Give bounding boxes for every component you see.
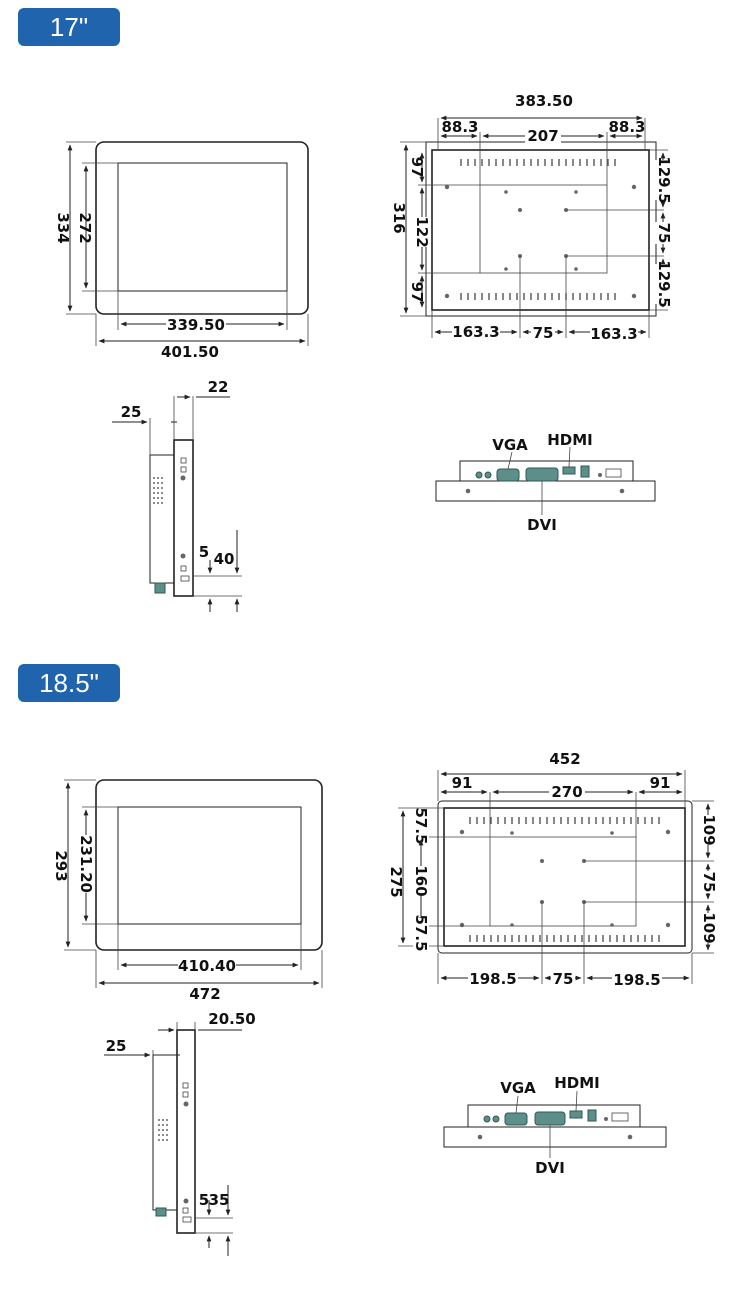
side-rear-housing bbox=[150, 455, 174, 583]
ports-view-17 bbox=[436, 431, 655, 534]
rear-right-margin-label: 91 bbox=[649, 774, 671, 792]
side-view-17 bbox=[112, 378, 242, 612]
rear-height-label: 275 bbox=[387, 866, 405, 898]
side-small-b-label: 40 bbox=[213, 550, 235, 568]
screen-width-label: 410.40 bbox=[178, 957, 236, 975]
rear-bottom-left-offset-label: 198.5 bbox=[469, 970, 517, 988]
hdmi-label: HDMI bbox=[554, 1074, 600, 1092]
side-small-a-label: 5 bbox=[198, 543, 210, 561]
front-height-label: 293 bbox=[52, 850, 70, 882]
rear-middle-right-label: 75 bbox=[700, 871, 718, 893]
vga-label: VGA bbox=[500, 1079, 536, 1097]
side-panel-depth-label: 22 bbox=[207, 378, 229, 396]
rear-top-right-label: 109 bbox=[700, 814, 718, 846]
rear-bottom-right-offset-label: 163.3 bbox=[590, 325, 638, 343]
screen-width-label: 339.50 bbox=[167, 316, 225, 334]
rear-middle-right-label: 75 bbox=[655, 222, 673, 244]
rear-bottom-right-label: 109 bbox=[700, 912, 718, 944]
rear-middle-left-label: 160 bbox=[412, 865, 430, 897]
side-panel-depth-label: 20.50 bbox=[208, 1010, 256, 1028]
dvi-port bbox=[535, 1112, 565, 1125]
rear-view-17 bbox=[390, 92, 673, 343]
side-small-a-label: 5 bbox=[198, 1191, 210, 1209]
front-width-label: 401.50 bbox=[161, 343, 219, 361]
side-rear-housing bbox=[153, 1055, 177, 1210]
vga-label: VGA bbox=[492, 436, 528, 454]
rear-bottom-right-offset-label: 198.5 bbox=[613, 971, 661, 989]
vga-port bbox=[497, 469, 519, 481]
side-depth-label: 25 bbox=[105, 1037, 127, 1055]
screen-height-label: 272 bbox=[76, 212, 94, 244]
side-depth-label: 25 bbox=[120, 403, 142, 421]
rear-center-width-label: 207 bbox=[527, 127, 559, 145]
rear-bottom-left-label: 57.5 bbox=[412, 914, 430, 952]
dvi-label: DVI bbox=[535, 1159, 565, 1177]
front-view-18-5 bbox=[52, 780, 322, 1003]
ports-panel-base bbox=[444, 1127, 666, 1147]
size-badge-17: 17" bbox=[18, 8, 120, 46]
front-width-label: 472 bbox=[189, 985, 221, 1003]
rear-view-18-5 bbox=[387, 750, 718, 989]
front-height-label: 334 bbox=[54, 212, 72, 244]
rear-bottom-right-label: 129.5 bbox=[655, 260, 673, 308]
vesa-hole bbox=[540, 859, 544, 863]
ports-view-18-5 bbox=[444, 1074, 666, 1177]
rear-total-width-label: 383.50 bbox=[515, 92, 573, 110]
front-bezel bbox=[96, 142, 308, 314]
rear-middle-left-label: 122 bbox=[413, 216, 431, 248]
rear-bottom-left-offset-label: 163.3 bbox=[452, 323, 500, 341]
dvi-port bbox=[526, 468, 558, 481]
screen-height-label: 231.20 bbox=[77, 835, 95, 893]
dvi-label: DVI bbox=[527, 516, 557, 534]
vga-port bbox=[505, 1113, 527, 1125]
side-small-b-label: 35 bbox=[208, 1191, 230, 1209]
hdmi-port bbox=[570, 1111, 582, 1118]
rear-left-margin-label: 91 bbox=[451, 774, 473, 792]
hdmi-port bbox=[563, 467, 575, 474]
hdmi-label: HDMI bbox=[547, 431, 593, 449]
rear-panel bbox=[432, 150, 649, 310]
rear-height-label: 316 bbox=[390, 202, 408, 234]
rear-vesa-label: 75 bbox=[552, 970, 574, 988]
size-badge-18-5: 18.5" bbox=[18, 664, 120, 702]
side-vent-grid bbox=[158, 1119, 168, 1141]
rear-center-width-label: 270 bbox=[551, 783, 583, 801]
rear-panel bbox=[444, 808, 685, 946]
rear-total-width-label: 452 bbox=[549, 750, 581, 768]
front-view-17 bbox=[54, 142, 308, 361]
rear-bottom-left-label: 97 bbox=[408, 281, 426, 303]
rear-top-right-label: 129.5 bbox=[655, 156, 673, 204]
rear-left-margin-label: 88.3 bbox=[441, 118, 479, 136]
rear-right-margin-label: 88.3 bbox=[608, 118, 646, 136]
side-vent-grid bbox=[153, 477, 163, 504]
rear-top-left-label: 57.5 bbox=[412, 807, 430, 845]
side-view-18-5 bbox=[104, 1010, 256, 1256]
vesa-hole bbox=[518, 208, 522, 212]
rear-vesa-label: 75 bbox=[532, 324, 554, 342]
rear-top-left-label: 97 bbox=[408, 156, 426, 178]
